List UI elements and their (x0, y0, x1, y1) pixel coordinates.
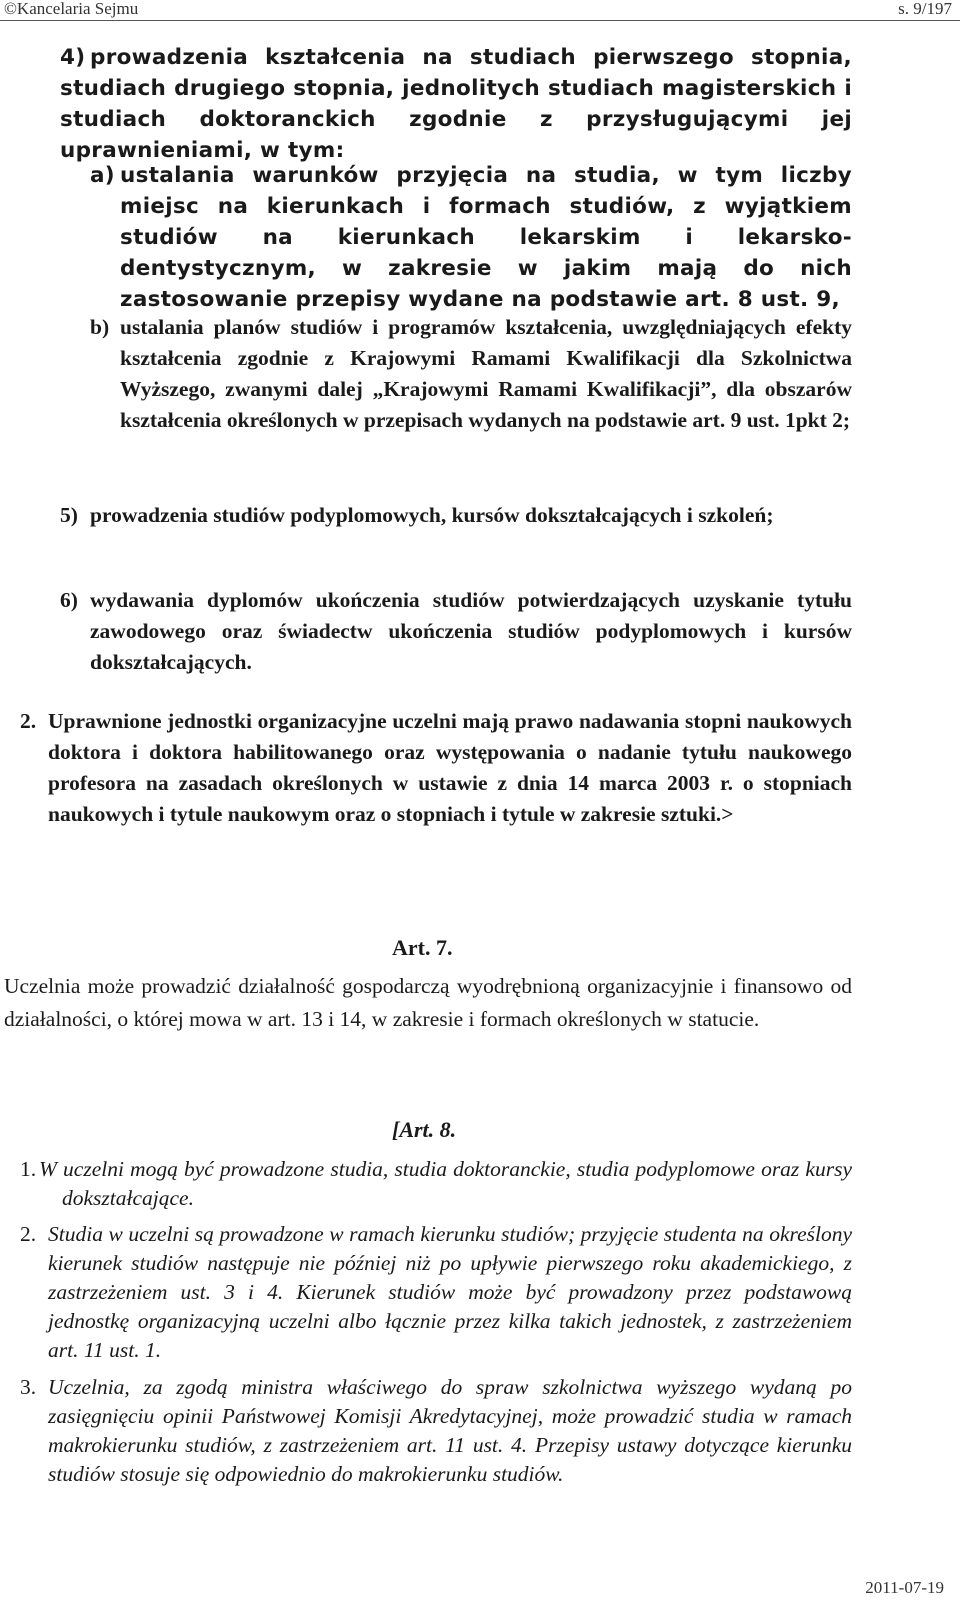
article-8-section-1 (20, 1155, 852, 1213)
header-rule (0, 20, 960, 21)
article-8-section-2-text: Studia w uczelni są prowadzone w ramach kierunku studiów; przyjęcie studenta na określony kierunek studiów następuje nie później niż po upływie pierwszego roku akademickiego, z zastrzeżeniem ust. 3 i 4. Kierunek studiów może być prowadzony przez podstawową jednostkę organizacyjną uczelni albo łącznie przez kilka takich jednostek, z zastrzeżeniem art. 11 ust. 1. (48, 1222, 852, 1362)
section-2 (20, 706, 852, 830)
article-7-text: Uczelnia może prowadzić działalność gospodarczą wyodrębnioną organizacyjnie i finansowo od działalności, o której mowa w art. 13 i 14, w zakresie i formach określonych w statucie. (4, 974, 852, 1031)
article-8-section-1-number: 1. (20, 1157, 37, 1181)
article-8-section-1-text: W uczelni mogą być prowadzone studia, studia doktoranckie, studia podyplomowe oraz kursy dokształcające. (39, 1157, 852, 1210)
point-b-text: ustalania planów studiów i programów kształcenia, uwzględniających efekty kształcenia zgodnie z Krajowymi Ramami Kwalifikacji dla Szkolnictwa Wyższego, zwanymi dalej „Krajowymi Ramami Kwalifikacji”, dla obszarów kształcenia określonych w przepisach wydanych na podstawie art. 9 ust. 1pkt 2; (120, 315, 852, 432)
point-5-text: prowadzenia studiów podyplomowych, kursów dokształcających i szkoleń; (90, 503, 774, 527)
section-2-number: 2. (20, 709, 37, 733)
article-8-section-2 (20, 1220, 852, 1365)
article-8-title: [Art. 8. (392, 1117, 457, 1142)
point-4 (60, 42, 852, 166)
header-page-number: s. 9/197 (898, 0, 952, 18)
footer-date: 2011-07-19 (865, 1578, 944, 1597)
point-a (90, 160, 852, 315)
point-4-text: prowadzenia kształcenia na studiach pierwszego stopnia, studiach drugiego stopnia, jednolitych studiach magisterskich i studiach doktoranckich zgodnie z przysługującymi jej uprawnieniami, w tym: (60, 45, 852, 163)
point-a-letter: a) (90, 163, 115, 188)
header-source: ©Kancelaria Sejmu (4, 0, 139, 18)
point-4-number: 4) (60, 45, 86, 70)
point-5-number: 5) (60, 503, 78, 527)
point-a-text: ustalania warunków przyjęcia na studia, w tym liczby miejsc na kierunkach i formach studiów, z wyjątkiem studiów na kierunkach lekarskim i lekarsko-dentystycznym, w zakresie w jakim mają do nich zastosowanie przepisy wydane na podstawie art. 8 ust. 9, (120, 163, 852, 312)
article-8-section-2-number: 2. (20, 1222, 37, 1246)
section-2-text: Uprawnione jednostki organizacyjne uczelni mają prawo nadawania stopni naukowych doktora i doktora habilitowanego oraz występowania o nadanie tytułu naukowego profesora na zasadach określonych w ustawie z dnia 14 marca 2003 r. o stopniach naukowych i tytule naukowym oraz o stopniach i tytule w zakresie sztuki.> (48, 709, 852, 826)
point-b-letter: b) (90, 315, 110, 339)
point-6-number: 6) (60, 588, 78, 612)
article-8-section-3 (20, 1373, 852, 1489)
article-8-section-3-text: Uczelnia, za zgodą ministra właściwego do spraw szkolnictwa wyższego wydaną po zasięgnięciu opinii Państwowej Komisji Akredytacyjnej, może prowadzić studia w ramach makrokierunku studiów, z zastrzeżeniem art. 11 ust. 4. Przepisy ustawy dotyczące kierunku studiów stosuje się odpowiednio do makrokierunku studiów. (48, 1375, 852, 1486)
point-6-text: wydawania dyplomów ukończenia studiów potwierdzających uzyskanie tytułu zawodowego oraz świadectw ukończenia studiów podyplomowych i kursów dokształcających. (90, 588, 852, 674)
point-6 (60, 585, 852, 678)
article-8-section-3-number: 3. (20, 1375, 37, 1399)
point-b (90, 312, 852, 436)
article-7-title: Art. 7. (392, 935, 453, 960)
point-5 (60, 500, 852, 531)
